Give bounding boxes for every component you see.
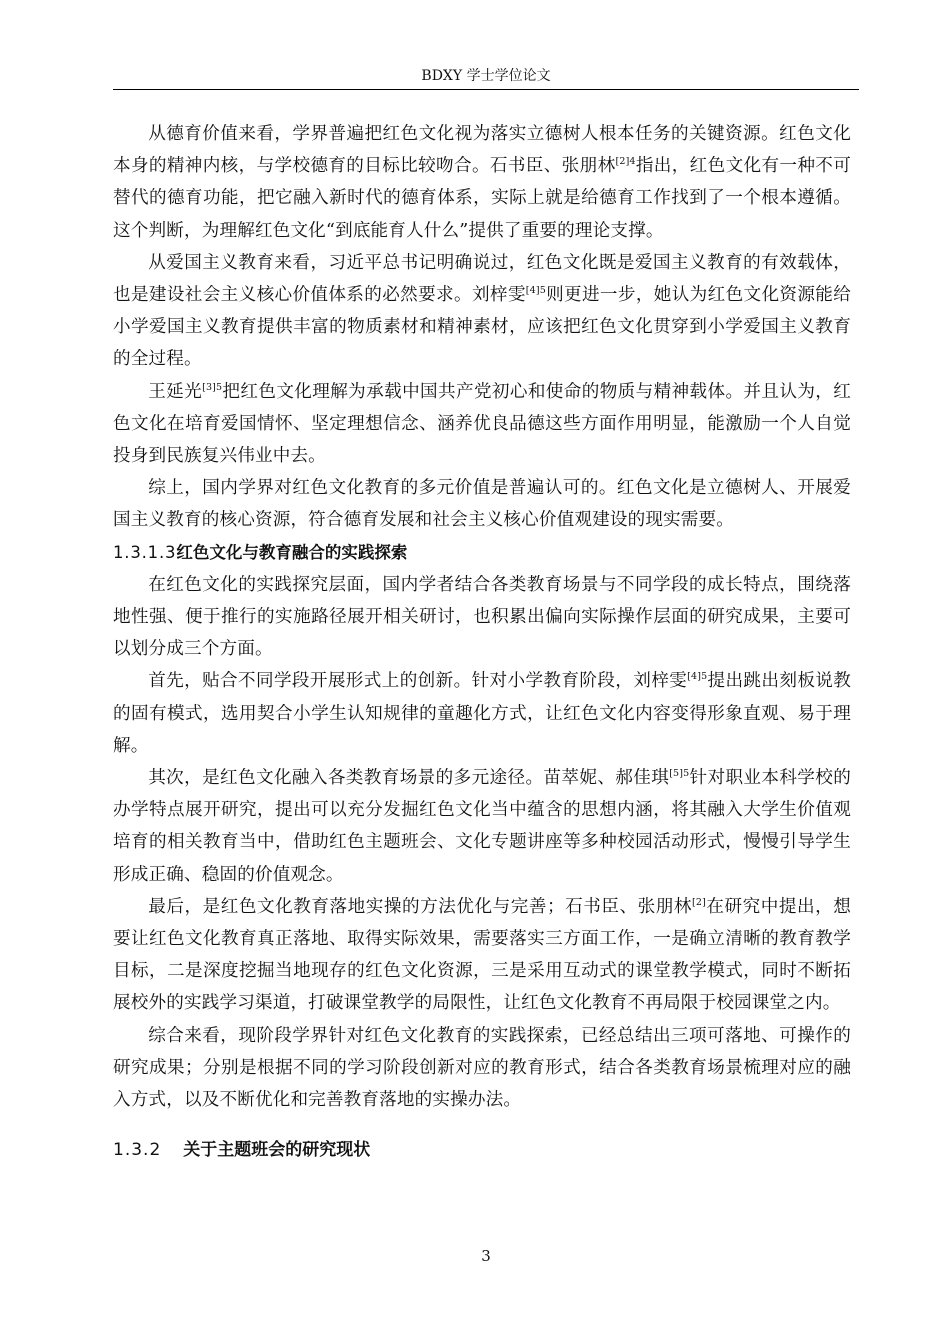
citation: [5]5 [669, 768, 690, 780]
paragraph-text: 则更进一步，她认为红色文化资源能给小学爱国主义教育提供丰富的物质素材和精神素材，应该把红色文化贯穿到小学爱国主义教育的全过程。 [113, 285, 851, 370]
header-rule [113, 89, 859, 90]
paragraph-wang-yanguang [113, 376, 851, 473]
citation: [2] [692, 896, 706, 908]
section-number: 1.3.2 [113, 1140, 162, 1161]
paragraph-text: 提出跳出刻板说教的固有模式，选用契合小学生认知规律的童趣化方式，让红色文化内容变得形象直观、易于理解。 [113, 671, 851, 756]
paragraph-text: 从德育价值来看，学界普遍把红色文化视为落实立德树人根本任务的关键资源。红色文化本身的精神内核，与学校德育的目标比较吻合。石书臣、张朋林 [113, 124, 851, 177]
paragraph-text: 针对职业本科学校的办学特点展开研究，提出可以充分发掘红色文化当中蕴含的思想内涵，将其融入大学生价值观培育的相关教育当中，借助红色主题班会、文化专题讲座等多种校园活动形式，慢慢引导学生形成正确、稳固的价值观念。 [113, 768, 851, 885]
citation: [4]5 [525, 285, 546, 297]
page-body [113, 118, 851, 1170]
paragraph-practice-intro: 在红色文化的实践探究层面，国内学者结合各类教育场景与不同学段的成长特点，围绕落地性强、便于推行的实施路径展开相关研讨，也积累出偏向实际操作层面的研究成果，主要可以划分成三个方面。 [113, 574, 851, 660]
citation: [3]5 [202, 381, 223, 393]
paragraph-text: 指出，红色文化有一种不可替代的德育功能，把它融入新时代的德育体系，实际上就是给德育工作找到了一个根本遵循。这个判断，为理解红色文化“到底能育人什么”提供了重要的理论支撑。 [113, 156, 851, 241]
paragraph-text: 在研究中提出，想要让红色文化教育真正落地、取得实际效果，需要落实三方面工作，一是确立清晰的教育教学目标，二是深度挖掘当地现存的红色文化资源，三是采用互动式的课堂教学模式，同时不断拓展校外的实践学习渠道，打破课堂教学的局限性，让红色文化教育不再局限于校园课堂之内。 [113, 896, 851, 1014]
paragraph-text: 从爱国主义教育来看，习近平总书记明确说过，红色文化既是爱国主义教育的有效载体，也是建设社会主义核心价值体系的必然要求。刘梓雯 [113, 252, 851, 306]
paragraph-first [113, 665, 851, 762]
running-header: BDXY 学士学位论文 [421, 68, 551, 84]
paragraph-text: 最后，是红色文化教育落地实操的方法优化与完善；石书臣、张朋林 [148, 896, 693, 917]
section-heading-1-3-1-3 [113, 537, 851, 569]
paragraph-second [113, 762, 851, 891]
section-heading-1-3-2 [113, 1130, 851, 1170]
section-title: 关于主题班会的研究现状 [183, 1140, 371, 1161]
citation: [2]4 [615, 156, 636, 168]
citation: [4]5 [687, 671, 708, 683]
page-number: 3 [481, 1247, 491, 1265]
paragraph-last [113, 891, 851, 1020]
section-number: 1.3.1.3 [113, 542, 177, 562]
section-title: 红色文化与教育融合的实践探索 [176, 542, 408, 562]
paragraph-text: 其次，是红色文化融入各类教育场景的多元途径。苗萃妮、郝佳琪 [148, 768, 670, 789]
paragraph-summary-value: 综上，国内学界对红色文化教育的多元价值是普遍认可的。红色文化是立德树人、开展爱国主义教育的核心资源，符合德育发展和社会主义核心价值观建设的现实需要。 [113, 478, 851, 531]
paragraph-text: 把红色文化理解为承载中国共产党初心和使命的物质与精神载体。并且认为，红色文化在培育爱国情怀、坚定理想信念、涵养优良品德这些方面作用明显，能激励一个人自觉投身到民族复兴伟业中去。 [113, 381, 851, 467]
paragraph-moral-value [113, 118, 851, 247]
paragraph-text: 王延光 [148, 381, 203, 402]
paragraph-overall-summary: 综合来看，现阶段学界针对红色文化教育的实践探索，已经总结出三项可落地、可操作的研究成果；分别是根据不同的学习阶段创新对应的教育形式，结合各类教育场景梳理对应的融入方式，以及不断优化和完善教育落地的实操办法。 [113, 1025, 851, 1111]
paragraph-text: 首先，贴合不同学段开展形式上的创新。针对小学教育阶段，刘梓雯 [148, 671, 688, 692]
paragraph-patriotic-education [113, 247, 851, 376]
